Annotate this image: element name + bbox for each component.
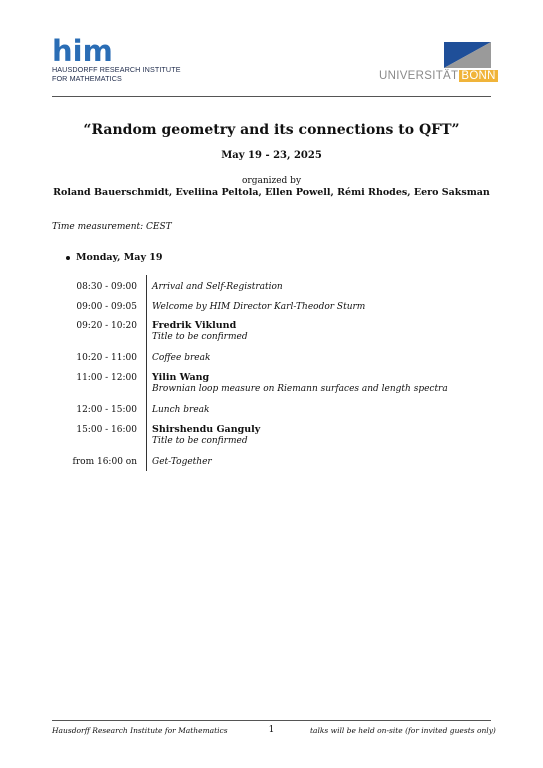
footer-institute: Hausdorff Research Institute for Mathematics	[52, 726, 228, 735]
schedule-time: 10:20 - 11:00	[76, 353, 137, 363]
schedule-divider	[146, 275, 147, 471]
schedule-time: 12:00 - 15:00	[76, 405, 137, 415]
talk-entry	[152, 320, 248, 342]
schedule-item: Get-Together	[152, 457, 212, 467]
footer-note: talks will be held on-site (for invited guests only)	[310, 726, 496, 735]
page-number: 1	[268, 725, 275, 735]
him-logo-line2: FOR MATHEMATICS	[52, 73, 122, 83]
talk-title: Title to be confirmed	[152, 332, 248, 342]
schedule-item: Arrival and Self-Registration	[152, 282, 283, 292]
bullet-icon	[66, 256, 70, 260]
him-logo-line1: HAUSDORFF RESEARCH INSTITUTE	[52, 65, 181, 74]
event-dates: May 19 - 23, 2025	[221, 150, 322, 161]
uni-bonn-text: UNIVERSITÄT	[379, 70, 459, 82]
schedule-time: 09:20 - 10:20	[76, 321, 137, 331]
him-logo	[52, 34, 182, 83]
speaker-name: Shirshendu Ganguly	[152, 424, 261, 435]
day-title: Monday, May 19	[76, 252, 163, 263]
schedule-time: 15:00 - 16:00	[76, 425, 137, 435]
speaker-name: Yilin Wang	[152, 372, 210, 383]
footer-rule	[52, 720, 491, 721]
schedule-item: Lunch break	[152, 405, 210, 415]
uni-bonn-box: BONN	[461, 70, 496, 82]
talk-title: Title to be confirmed	[152, 436, 248, 446]
schedule-item: Welcome by HIM Director Karl-Theodor Sturm	[152, 302, 366, 312]
talk-entry	[152, 424, 260, 446]
day-heading	[66, 252, 163, 263]
talk-entry	[152, 372, 448, 394]
schedule-item: Coffee break	[152, 353, 211, 363]
page-title: “Random geometry and its connections to QFT”	[83, 122, 460, 138]
schedule-time: 11:00 - 12:00	[76, 373, 137, 383]
time-measurement: Time measurement: CEST	[52, 222, 172, 232]
organizers: Roland Bauerschmidt, Eveliina Peltola, Ellen Powell, Rémi Rhodes, Eero Saksman	[53, 187, 490, 198]
him-logo-word: him	[52, 34, 113, 68]
schedule-time: 09:00 - 09:05	[76, 302, 137, 312]
uni-bonn-logo	[379, 42, 496, 82]
talk-title: Brownian loop measure on Riemann surfaces and length spectra	[152, 384, 448, 394]
uni-bonn-wordmark	[379, 70, 498, 82]
schedule-time: from 16:00 on	[72, 457, 137, 467]
header-rule	[52, 96, 491, 97]
speaker-name: Fredrik Viklund	[152, 320, 237, 331]
schedule-time: 08:30 - 09:00	[76, 282, 137, 292]
organized-by-label: organized by	[241, 176, 302, 186]
uni-bonn-emblem-icon	[444, 42, 491, 68]
